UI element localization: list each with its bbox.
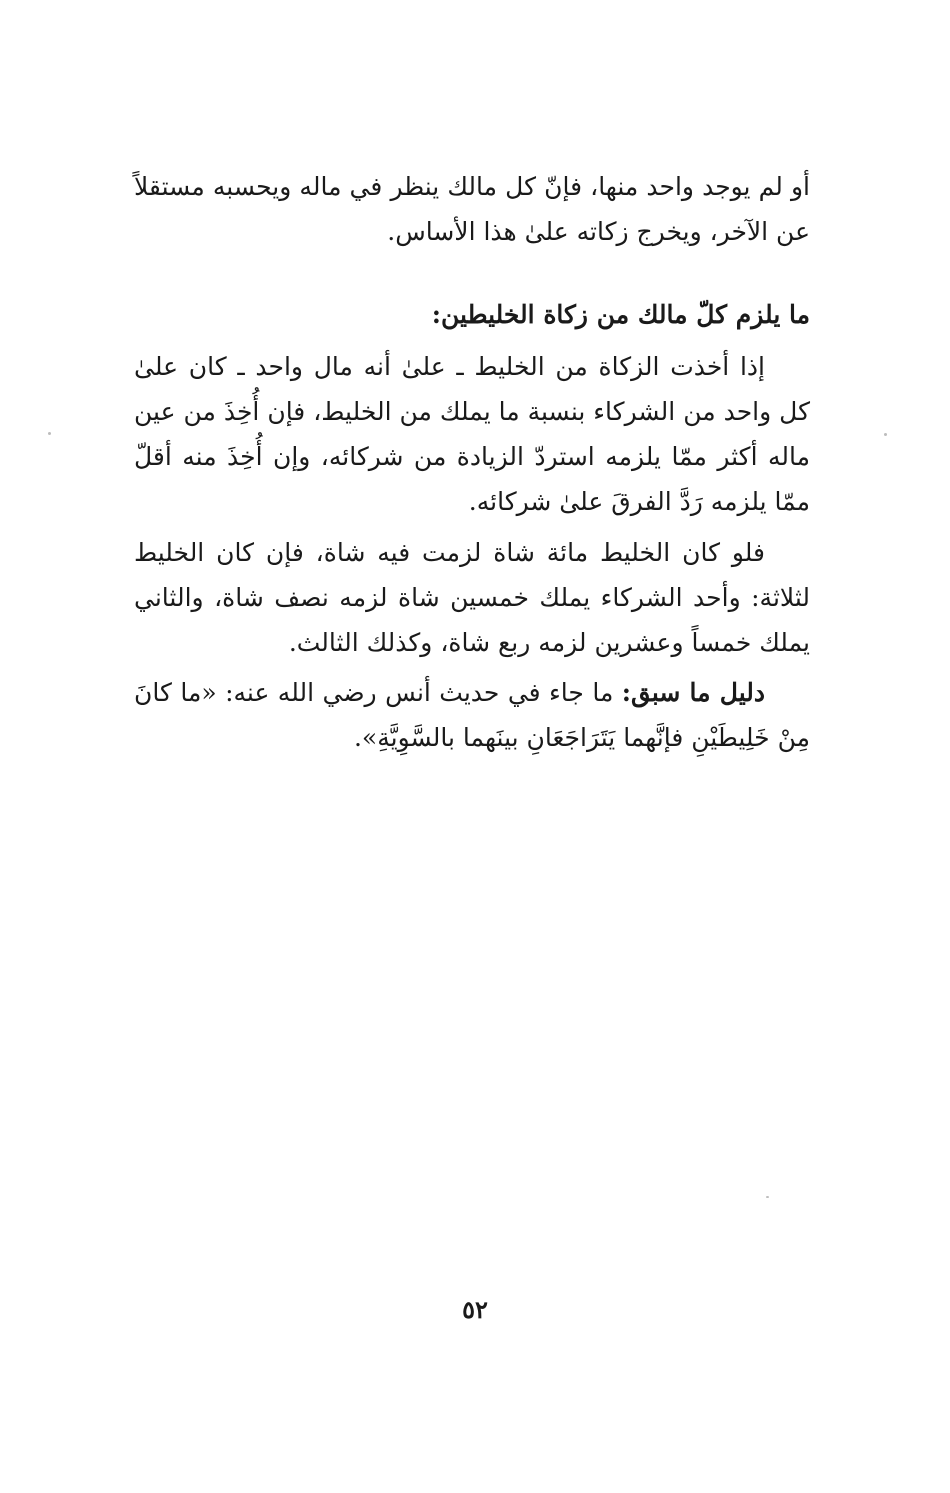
evidence-text: ما جاء في حديث أنس رضي الله عنه: «ما كانَ مِنْ خَلِيطَيْنِ فإنَّهما يَتَرَاجَعَانِ بينَهما بالسَّوِيَّةِ». [134,678,810,752]
paragraph-3: فلو كان الخليط مائة شاة لزمت فيه شاة، فإن كان الخليط لثلاثة: وأحد الشركاء يملك خمسين شاة لزمه نصف شاة، والثاني يملك خمساً وعشرين لزمه ربع شاة، وكذلك الثالث. [134,538,810,657]
section-heading: ما يلزم كلّ مالك من زكاة الخليطين: [431,300,810,329]
page-number: ٥٢ [462,1295,488,1324]
evidence-lead: دليل ما سبق: [621,678,765,707]
paragraph-2: إذا أخذت الزكاة من الخليط ـ علىٰ أنه مال واحد ـ كان علىٰ كل واحد من الشركاء بنسبة ما يملك من الخليط، فإن أُخِذَ من عين ماله أكثر ممّا يلزمه استردّ الزيادة من شركائه، وإن أُخِذَ منه أقلّ ممّا يلزمه رَدَّ الفرقَ علىٰ شركائه. [134,352,810,516]
scan-speck [48,432,51,435]
scan-speck [766,1196,769,1198]
paragraph-1: أو لم يوجد واحد منها، فإنّ كل مالك ينظر في ماله ويحسبه مستقلاً عن الآخر، ويخرج زكاته علىٰ هذا الأساس. [134,172,810,246]
scan-speck [884,433,887,436]
paragraph-4 [134,670,810,760]
